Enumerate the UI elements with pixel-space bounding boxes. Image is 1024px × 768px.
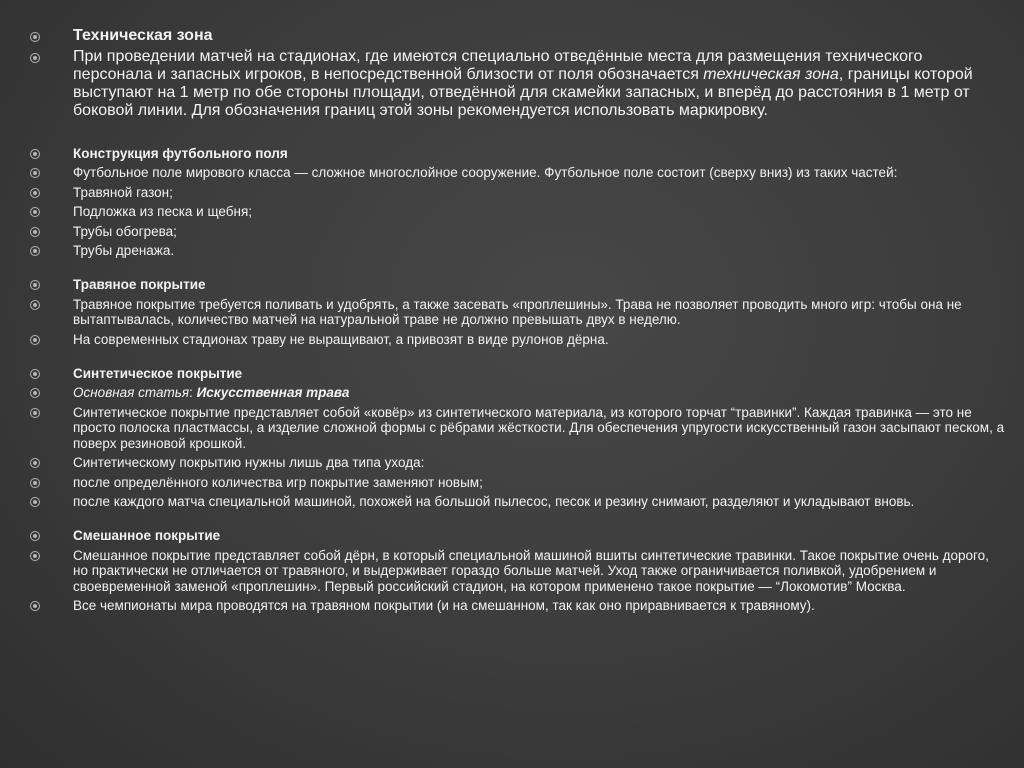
bullet-icon <box>30 458 40 468</box>
list-item <box>30 165 1005 180</box>
bullet-icon <box>30 280 40 290</box>
bullet-icon <box>30 388 40 398</box>
list-item-text: Трубы дренажа. <box>73 243 175 259</box>
list-item-text: Смешанное покрытие представляет собой дёрн, в который специальной машиной вшиты синтетические травинки. Такое покрытие очень дорого, но практически не отличается от травяного, и выдерживает гораздо больше матчей. Уход также ограничивается поливкой, удобрением и своевременной заменой «проплешин». Первый российский стадион, на котором применено такое покрытие — “Локомотив” Москва. <box>73 547 989 594</box>
list-item <box>30 185 1005 200</box>
list-item-text: Синтетическое покрытие представляет собой «ковёр» из синтетического материала, из которого торчат “травинки”. Каждая травинка — это не просто полоска пластмассы, а изделие сложной формы с рёбрами жёсткости. Для обеспечения упругости искусственный газон засыпают песком, а поверх резиновой крошкой. <box>73 404 1005 451</box>
bullet-icon <box>30 369 40 379</box>
list-item <box>30 455 1005 470</box>
see-also-separator: : <box>189 385 197 401</box>
list-item <box>30 332 1005 347</box>
list-item-text: Футбольное поле мирового класса — сложное многослойное сооружение. Футбольное поле состоит (сверху вниз) из таких частей: <box>73 165 898 181</box>
section-title-technical-zone <box>30 27 1005 45</box>
list-item <box>30 405 1005 451</box>
heading-text: Синтетическое покрытие <box>73 366 243 382</box>
bullet-icon <box>30 149 40 159</box>
section-title-synthetic <box>30 366 1005 381</box>
bullet-icon <box>30 53 40 63</box>
list-item <box>30 204 1005 219</box>
bullet-icon <box>30 32 40 42</box>
bullet-icon <box>30 246 40 256</box>
bullet-icon <box>30 168 40 178</box>
bullet-icon <box>30 300 40 310</box>
emphasis-text: техническая зона <box>703 66 839 83</box>
list-item-text: Трубы обогрева; <box>73 223 177 239</box>
heading-text: Травяное покрытие <box>73 277 206 293</box>
list-item <box>30 494 1005 509</box>
bullet-icon <box>30 551 40 561</box>
list-item <box>30 598 1005 613</box>
bullet-icon <box>30 227 40 237</box>
list-item <box>30 475 1005 490</box>
section-title-construction <box>30 146 1005 161</box>
list-item-text: после каждого матча специальной машиной, похожей на большой пылесос, песок и резину снимают, разделяют и укладывают вновь. <box>73 493 915 509</box>
paragraph-text: При проведении матчей на стадионах, где имеются специально отведённые места для размещения технического персонала и запасных игроков, в непосредственной близости от поля обозначается <box>73 48 923 83</box>
bullet-icon <box>30 188 40 198</box>
heading-text: Смешанное покрытие <box>73 528 221 544</box>
bullet-icon <box>30 531 40 541</box>
slide-content <box>30 27 1005 617</box>
list-item-text: Подложка из песка и щебня; <box>73 204 253 220</box>
paragraph-text: , границы которой выступают на 1 метр по обе стороны площади, отведённой для скамейки запасных, и вперёд до расстояния в 1 метр от боковой линии. Для обозначения границ этой зоны рекомендуется использовать маркировку. <box>73 66 973 119</box>
see-also-link[interactable]: Искусственная трава <box>196 385 350 401</box>
section-title-mixed <box>30 528 1005 543</box>
section-title-grass <box>30 277 1005 292</box>
list-item-text: Травяное покрытие требуется поливать и удобрять, а также засевать «проплешины». Трава не позволяет проводить много игр: чтобы она не вытаптывалась, количество матчей на натуральной траве не должно превышать двух в неделю. <box>73 296 962 328</box>
see-also-line <box>30 385 1005 400</box>
list-item <box>30 548 1005 594</box>
heading-text: Техническая зона <box>73 27 213 44</box>
bullet-icon <box>30 207 40 217</box>
bullet-icon <box>30 497 40 507</box>
list-item <box>30 224 1005 239</box>
bullet-icon <box>30 478 40 488</box>
bullet-icon <box>30 335 40 345</box>
list-item-text: Все чемпионаты мира проводятся на травяном покрытии (и на смешанном, так как оно приравнивается к травяному). <box>73 597 815 613</box>
bullet-icon <box>30 408 40 418</box>
list-item-text: Синтетическому покрытию нужны лишь два типа ухода: <box>73 455 425 471</box>
list-item-text: после определённого количества игр покрытие заменяют новым; <box>73 474 483 490</box>
list-item-text: На современных стадионах траву не выращивают, а привозят в виде рулонов дёрна. <box>73 331 609 347</box>
see-also-label: Основная статья <box>73 385 190 401</box>
list-item-text: Травяной газон; <box>73 184 173 200</box>
heading-text: Конструкция футбольного поля <box>73 146 288 161</box>
bullet-icon <box>30 601 40 611</box>
list-item <box>30 297 1005 328</box>
technical-zone-paragraph <box>30 48 1005 120</box>
list-item <box>30 243 1005 258</box>
